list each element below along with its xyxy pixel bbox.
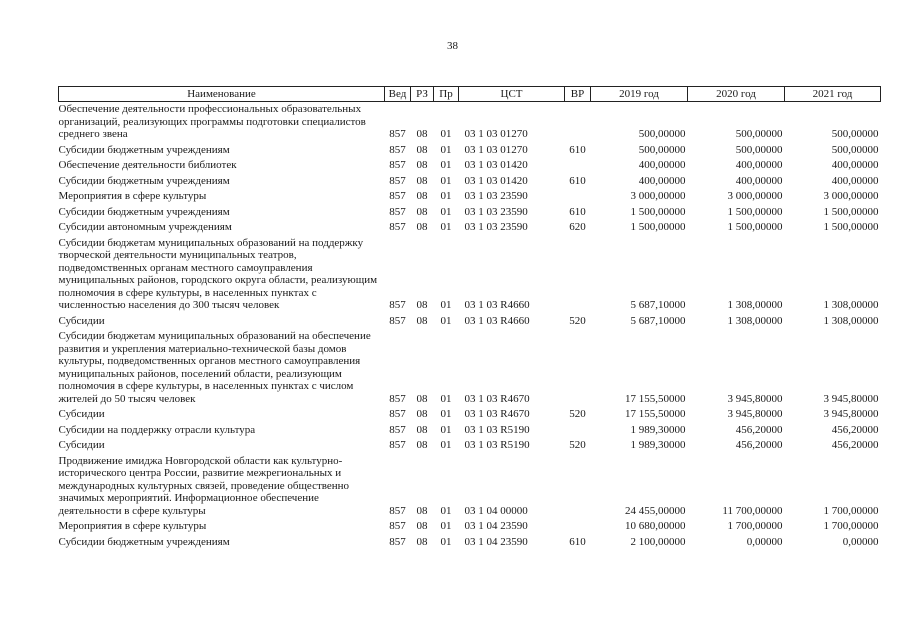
cell-2021: 0,00000	[842, 535, 879, 548]
table-row	[59, 158, 881, 174]
cell-cst: 03 1 04 00000	[464, 504, 528, 517]
table-row	[59, 438, 881, 454]
table-row	[59, 174, 881, 190]
cell-pr: 01	[440, 190, 452, 202]
cell-vr: 520	[569, 439, 586, 451]
cell-2020: 3 000,00000	[727, 190, 783, 202]
cell-vr	[565, 102, 591, 143]
cell-2021: 1 500,00000	[823, 221, 879, 233]
header-ved: Вед	[385, 87, 411, 102]
cell-cst: 03 1 03 01270	[464, 128, 528, 140]
cell-rz: 08	[416, 439, 428, 451]
cell-rz: 08	[416, 190, 428, 202]
cell-name: Субсидии бюджетным учреждениям	[58, 174, 230, 187]
cell-ved: 857	[389, 504, 406, 517]
cell-2021: 400,00000	[831, 174, 879, 187]
cell-ved: 857	[389, 221, 406, 233]
cell-cst: 03 1 03 R4660	[464, 299, 530, 311]
cell-name: Субсидии бюджетным учреждениям	[58, 143, 230, 156]
cell-ved: 857	[389, 392, 406, 405]
cell-2021: 500,00000	[831, 128, 879, 140]
cell-2019: 10 680,00000	[625, 520, 686, 532]
cell-2020: 400,00000	[735, 159, 783, 171]
table-row	[59, 519, 881, 535]
header-2020: 2020 год	[688, 87, 785, 102]
cell-rz: 08	[416, 392, 428, 405]
cell-2020: 456,20000	[735, 439, 783, 451]
cell-ved: 857	[389, 190, 406, 202]
cell-2021: 3 945,80000	[823, 392, 879, 405]
cell-2020: 3 945,80000	[727, 392, 783, 405]
cell-2020: 1 308,00000	[727, 299, 783, 311]
cell-2019: 500,00000	[638, 143, 686, 156]
cell-pr: 01	[440, 392, 452, 405]
cell-name: Субсидии бюджетным учреждениям	[58, 535, 230, 548]
cell-ved: 857	[389, 299, 406, 311]
table-row	[59, 189, 881, 205]
table-row	[59, 102, 881, 143]
cell-pr: 01	[440, 535, 452, 548]
cell-2019: 3 000,00000	[630, 190, 686, 202]
cell-vr: 610	[569, 205, 586, 218]
cell-pr: 01	[440, 520, 452, 532]
table-row	[59, 314, 881, 330]
table-row	[59, 236, 881, 314]
cell-rz: 08	[416, 423, 428, 436]
cell-rz: 08	[416, 299, 428, 311]
cell-ved: 857	[389, 174, 406, 187]
cell-ved: 857	[389, 205, 406, 218]
cell-vr	[565, 423, 591, 439]
cell-2020: 500,00000	[735, 143, 783, 156]
cell-2019: 2 100,00000	[630, 535, 686, 548]
cell-rz: 08	[416, 128, 428, 140]
cell-name: Мероприятия в сфере культуры	[58, 520, 207, 532]
cell-rz: 08	[416, 174, 428, 187]
cell-vr	[565, 329, 591, 407]
cell-pr: 01	[440, 221, 452, 233]
table-row	[59, 423, 881, 439]
cell-name: Обеспечение деятельности профессиональных образовательных организаций, реализующих программы подготовки специалистов среднего звена	[58, 103, 366, 140]
cell-ved: 857	[389, 423, 406, 436]
cell-2021: 1 700,00000	[823, 520, 879, 532]
cell-name: Продвижение имиджа Новгородской области как культурно-исторического центра России, развитие межрегиональных и международных культурных связей, проведение общественно значимых мероприятий. Информационное обеспечение деятельности в сфере культуры	[58, 454, 350, 517]
cell-2019: 1 500,00000	[630, 221, 686, 233]
cell-2020: 456,20000	[735, 423, 783, 436]
cell-cst: 03 1 03 R5190	[464, 423, 530, 436]
cell-cst: 03 1 03 01420	[464, 174, 528, 187]
cell-rz: 08	[416, 520, 428, 532]
cell-pr: 01	[440, 299, 452, 311]
header-rz: РЗ	[411, 87, 434, 102]
cell-2020: 3 945,80000	[727, 408, 783, 420]
cell-vr: 610	[569, 535, 586, 548]
page-number: 38	[447, 40, 458, 52]
cell-2020: 1 500,00000	[727, 205, 783, 218]
cell-2019: 400,00000	[638, 174, 686, 187]
cell-vr	[565, 519, 591, 535]
cell-2021: 400,00000	[831, 159, 879, 171]
cell-cst: 03 1 04 23590	[464, 520, 528, 532]
cell-rz: 08	[416, 205, 428, 218]
cell-2020: 500,00000	[735, 128, 783, 140]
cell-2021: 1 308,00000	[823, 314, 879, 327]
cell-rz: 08	[416, 314, 428, 327]
cell-name: Субсидии	[58, 408, 105, 420]
cell-pr: 01	[440, 159, 452, 171]
cell-pr: 01	[440, 408, 452, 420]
cell-pr: 01	[440, 174, 452, 187]
cell-ved: 857	[389, 159, 406, 171]
cell-2021: 1 700,00000	[823, 504, 879, 517]
cell-pr: 01	[440, 439, 452, 451]
cell-2019: 5 687,10000	[630, 314, 686, 327]
cell-ved: 857	[389, 520, 406, 532]
cell-2019: 1 500,00000	[630, 205, 686, 218]
cell-2019: 400,00000	[638, 159, 686, 171]
budget-table	[58, 86, 881, 550]
table-row	[59, 535, 881, 551]
cell-2021: 1 308,00000	[823, 299, 879, 311]
cell-rz: 08	[416, 143, 428, 156]
cell-vr: 610	[569, 143, 586, 156]
header-name: Наименование	[59, 87, 385, 102]
header-2019: 2019 год	[591, 87, 688, 102]
header-2021: 2021 год	[785, 87, 881, 102]
cell-2020: 1 308,00000	[727, 314, 783, 327]
cell-2020: 0,00000	[746, 535, 783, 548]
cell-name: Субсидии бюджетам муниципальных образований на обеспечение развития и укрепления материально-технической базы домов культуры, подведомственных органов местного самоуправления муниципальных районов, поселений области, реализующим полномочия в сфере культуры, в населенных пунктах с числом жителей до 50 тысяч человек	[58, 330, 371, 405]
cell-cst: 03 1 03 R4670	[464, 408, 530, 420]
cell-pr: 01	[440, 504, 452, 517]
cell-2019: 1 989,30000	[630, 439, 686, 451]
cell-2021: 3 945,80000	[823, 408, 879, 420]
cell-cst: 03 1 03 R4670	[464, 392, 530, 405]
cell-ved: 857	[389, 535, 406, 548]
cell-2021: 456,20000	[831, 439, 879, 451]
cell-vr: 610	[569, 174, 586, 187]
table-header-row	[59, 87, 881, 102]
table-row	[59, 407, 881, 423]
cell-name: Субсидии автономным учреждениям	[58, 221, 232, 233]
cell-cst: 03 1 03 01270	[464, 143, 528, 156]
cell-pr: 01	[440, 423, 452, 436]
cell-2019: 17 155,50000	[625, 392, 686, 405]
header-cst: ЦСТ	[459, 87, 565, 102]
cell-vr: 620	[569, 221, 586, 233]
cell-2019: 5 687,10000	[630, 299, 686, 311]
cell-2019: 500,00000	[638, 128, 686, 140]
cell-cst: 03 1 03 R5190	[464, 439, 530, 451]
table-row	[59, 143, 881, 159]
cell-2020: 11 700,00000	[722, 504, 783, 517]
cell-vr	[565, 189, 591, 205]
cell-2020: 400,00000	[735, 174, 783, 187]
table-row	[59, 205, 881, 221]
table-row	[59, 220, 881, 236]
cell-pr: 01	[440, 314, 452, 327]
cell-rz: 08	[416, 159, 428, 171]
cell-2020: 1 700,00000	[727, 520, 783, 532]
cell-vr	[565, 236, 591, 314]
header-pr: Пр	[434, 87, 459, 102]
cell-name: Субсидии на поддержку отрасли культура	[58, 423, 256, 436]
cell-2019: 17 155,50000	[625, 408, 686, 420]
cell-name: Мероприятия в сфере культуры	[58, 190, 207, 202]
cell-cst: 03 1 04 23590	[464, 535, 528, 548]
cell-ved: 857	[389, 408, 406, 420]
cell-name: Субсидии бюджетам муниципальных образований на поддержку творческой деятельности муниципальных театров, подведомственных органам местного самоуправления муниципальных районов, городского округа области, реализующим полномочия в сфере культуры, в населенных пунктах с численностью населения до 300 тысяч человек	[58, 236, 378, 311]
cell-2019: 24 455,00000	[625, 504, 686, 517]
cell-vr: 520	[569, 408, 586, 420]
cell-2020: 1 500,00000	[727, 221, 783, 233]
cell-ved: 857	[389, 143, 406, 156]
cell-cst: 03 1 03 23590	[464, 205, 528, 218]
cell-2021: 500,00000	[831, 143, 879, 156]
cell-ved: 857	[389, 314, 406, 327]
cell-name: Субсидии	[58, 314, 105, 327]
cell-vr	[565, 454, 591, 520]
cell-pr: 01	[440, 205, 452, 218]
cell-rz: 08	[416, 535, 428, 548]
cell-vr	[565, 158, 591, 174]
cell-cst: 03 1 03 01420	[464, 159, 528, 171]
header-vr: ВР	[565, 87, 591, 102]
cell-2021: 3 000,00000	[823, 190, 879, 202]
cell-2019: 1 989,30000	[630, 423, 686, 436]
cell-ved: 857	[389, 128, 406, 140]
cell-vr: 520	[569, 314, 586, 327]
cell-pr: 01	[440, 143, 452, 156]
cell-cst: 03 1 03 23590	[464, 190, 528, 202]
cell-2021: 456,20000	[831, 423, 879, 436]
cell-name: Обеспечение деятельности библиотек	[58, 159, 237, 171]
cell-cst: 03 1 03 23590	[464, 221, 528, 233]
cell-name: Субсидии бюджетным учреждениям	[58, 205, 230, 218]
cell-cst: 03 1 03 R4660	[464, 314, 530, 327]
table-row	[59, 454, 881, 520]
cell-rz: 08	[416, 221, 428, 233]
cell-rz: 08	[416, 504, 428, 517]
cell-rz: 08	[416, 408, 428, 420]
table-body	[59, 102, 881, 551]
cell-ved: 857	[389, 439, 406, 451]
cell-name: Субсидии	[58, 439, 105, 451]
cell-2021: 1 500,00000	[823, 205, 879, 218]
table-row	[59, 329, 881, 407]
cell-pr: 01	[440, 128, 452, 140]
